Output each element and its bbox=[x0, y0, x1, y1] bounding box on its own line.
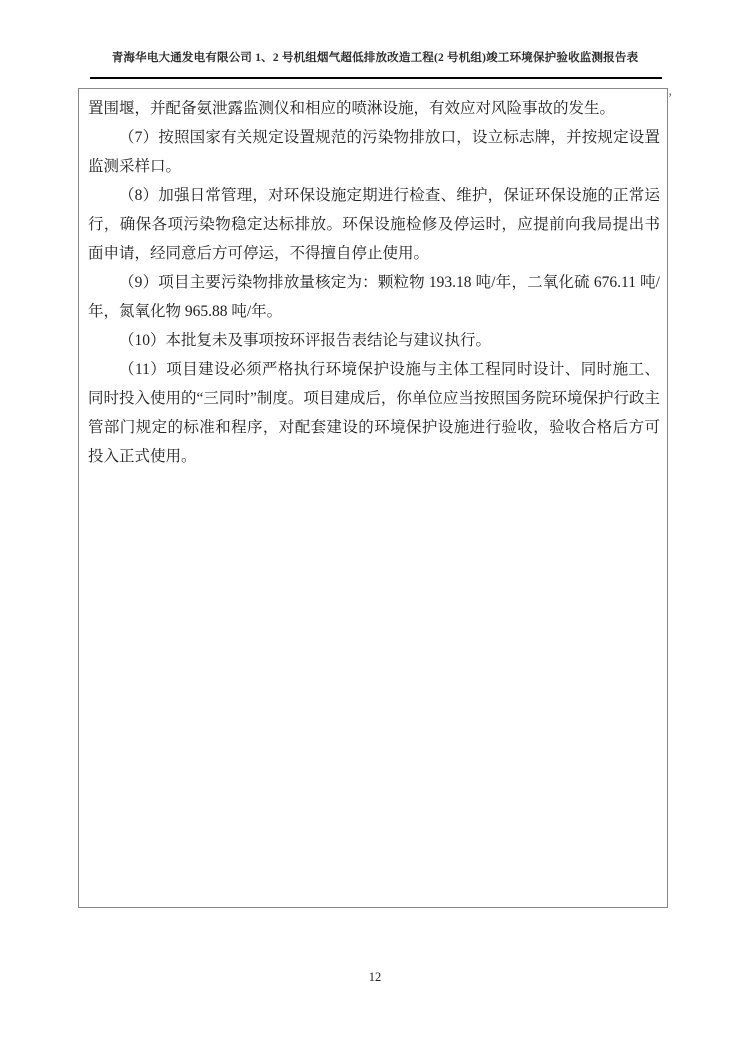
header-rule bbox=[90, 77, 662, 79]
report-header-title: 青海华电大通发电有限公司 1、2 号机组烟气超低排放改造工程(2 号机组)竣工环境保护验收监测报告表 bbox=[111, 52, 639, 64]
paragraph-item-7: （7）按照国家有关规定设置规范的污染物排放口，设立标志牌，并按规定设置监测采样口。 bbox=[88, 129, 660, 175]
page-number: 12 bbox=[368, 970, 382, 984]
paragraph-item-9: （9）项目主要污染物排放量核定为：颗粒物 193.18 吨/年，二氧化硫 676.11 吨/年，氮氧化物 965.88 吨/年。 bbox=[88, 274, 660, 320]
paragraph-item-10: （10）本批复未及事项按环评报告表结论与建议执行。 bbox=[119, 332, 492, 349]
paragraph-item-11: （11）项目建设必须严格执行环境保护设施与主体工程同时设计、同时施工、同时投入使用的“三同时”制度。项目建成后，你单位应当按照国务院环境保护行政主管部门规定的标准和程序，对配套建设的环境保护设施进行验收，验收合格后方可投入正式使用。 bbox=[88, 361, 660, 465]
paragraph-continuation: 置围堰，并配备氨泄露监测仪和相应的喷淋设施，有效应对风险事故的发生。 bbox=[88, 100, 616, 117]
content-table-cell bbox=[78, 88, 668, 908]
paragraph-item-8: （8）加强日常管理，对环保设施定期进行检查、维护，保证环保设施的正常运行，确保各项污染物稳定达标排放。环保设施检修及停运时，应提前向我局提出书面申请，经同意后方可停运，不得擅自停止使用。 bbox=[88, 187, 660, 262]
scan-artifact-mark: ʼ bbox=[668, 90, 673, 105]
